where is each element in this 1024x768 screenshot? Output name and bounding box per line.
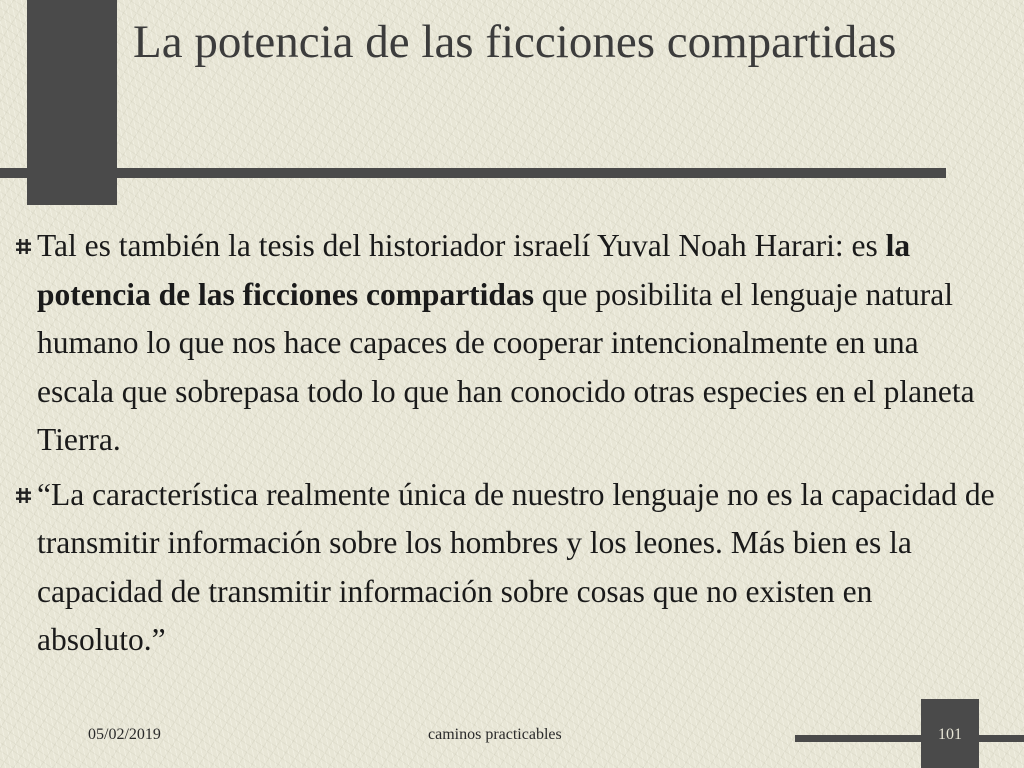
bullet-list (0, 222, 1024, 665)
bullet-text-part: que posibilita el lenguaje natural humano lo que nos hace capaces de cooperar intencionalmente en una escala que sobrepasa todo lo que han conocido otras especies en el planeta Tierra. (37, 276, 975, 457)
footer-title: caminos practicables (428, 726, 562, 743)
bullet-bold-phrase: la potencia de las ficciones compartidas (37, 228, 911, 312)
footer-accent-rule (795, 735, 1024, 742)
bullet-quote-text: “La característica realmente única de nuestro lenguaje no es la capacidad de transmitir información sobre los hombres y los leones. Más bien es la capacidad de transmitir información sobre cosas que no existen en absoluto.” (37, 476, 995, 657)
hash-bullet-icon (16, 239, 31, 254)
bullet-text-part: Tal es también la tesis del historiador israelí Yuval Noah Harari: es (37, 228, 886, 263)
footer-date: 05/02/2019 (88, 726, 161, 743)
bullet-item (0, 222, 1024, 465)
bullet-text (37, 222, 997, 465)
slide-title: La potencia de las ficciones compartidas (133, 16, 897, 68)
bullet-item (0, 471, 1024, 665)
title-accent-rule (0, 168, 946, 178)
page-number: 101 (938, 726, 962, 743)
hash-bullet-icon (16, 488, 31, 503)
